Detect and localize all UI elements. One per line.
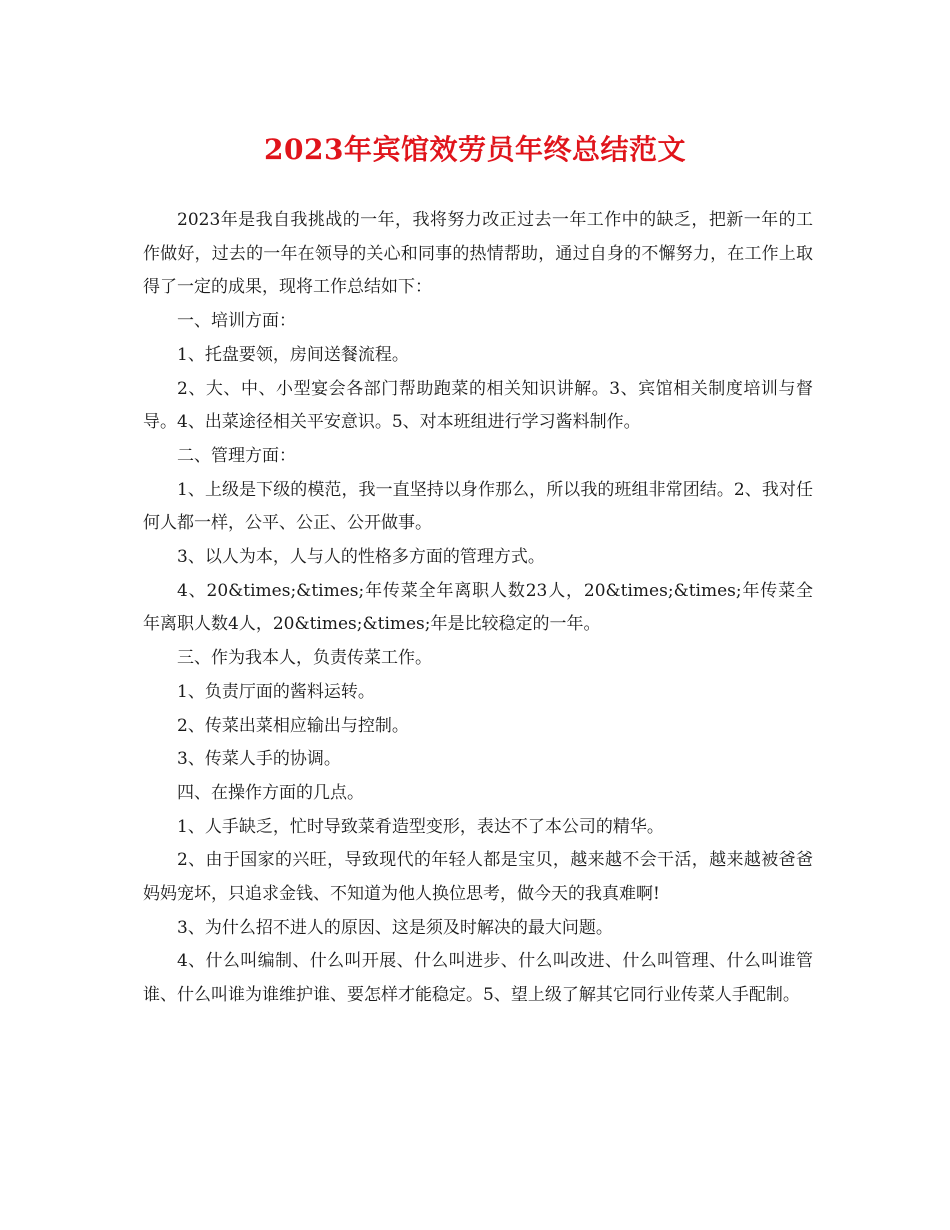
paragraph: 4、20&times;&times;年传菜全年离职人数23人，20&times;&times;年传菜全年离职人数4人，20&times;&times;年是比较稳定的一年。 <box>143 580 813 635</box>
paragraph: 1、托盘要领，房间送餐流程。 <box>177 344 409 365</box>
paragraph: 2、传菜出菜相应输出与控制。 <box>177 715 409 736</box>
paragraph: 2、由于国家的兴旺，导致现代的年轻人都是宝贝，越来越不会干活，越来越被爸爸妈妈宠坏，只追求金钱、不知道为他人换位思考，做今天的我真难啊! <box>143 850 813 905</box>
section-heading-personal-work: 三、作为我本人，负责传菜工作。 <box>177 648 432 669</box>
section-heading-management: 二、管理方面： <box>177 445 296 466</box>
document-title: 2023年宾馆效劳员年终总结范文 <box>264 133 686 166</box>
paragraph: 2、大、中、小型宴会各部门帮助跑菜的相关知识讲解。3、宾馆相关制度培训与督导。4、出菜途径相关平安意识。5、对本班组进行学习酱料制作。 <box>143 378 813 433</box>
document-body <box>143 204 813 1013</box>
section-heading-training: 一、培训方面： <box>177 311 296 332</box>
paragraph: 4、什么叫编制、什么叫开展、什么叫进步、什么叫改进、什么叫管理、什么叫谁管谁、什么叫谁为谁维护谁、要怎样才能稳定。5、望上级了解其它同行业传菜人手配制。 <box>143 951 813 1006</box>
paragraph: 1、上级是下级的模范，我一直坚持以身作那么，所以我的班组非常团结。2、我对任何人都一样，公平、公正、公开做事。 <box>143 479 813 534</box>
section-heading-operations: 四、在操作方面的几点。 <box>177 782 364 803</box>
paragraph: 3、为什么招不进人的原因、这是须及时解决的最大问题。 <box>177 917 613 938</box>
paragraph: 1、人手缺乏，忙时导致菜肴造型变形，表达不了本公司的精华。 <box>177 816 664 837</box>
paragraph-intro: 2023年是我自我挑战的一年，我将努力改正过去一年工作中的缺乏，把新一年的工作做好，过去的一年在领导的关心和同事的热情帮助，通过自身的不懈努力，在工作上取得了一定的成果，现将工作总结如下： <box>143 210 813 298</box>
paragraph: 1、负责厅面的酱料运转。 <box>177 681 375 702</box>
paragraph: 3、传菜人手的协调。 <box>177 749 341 770</box>
paragraph: 3、以人为本，人与人的性格多方面的管理方式。 <box>177 547 545 568</box>
